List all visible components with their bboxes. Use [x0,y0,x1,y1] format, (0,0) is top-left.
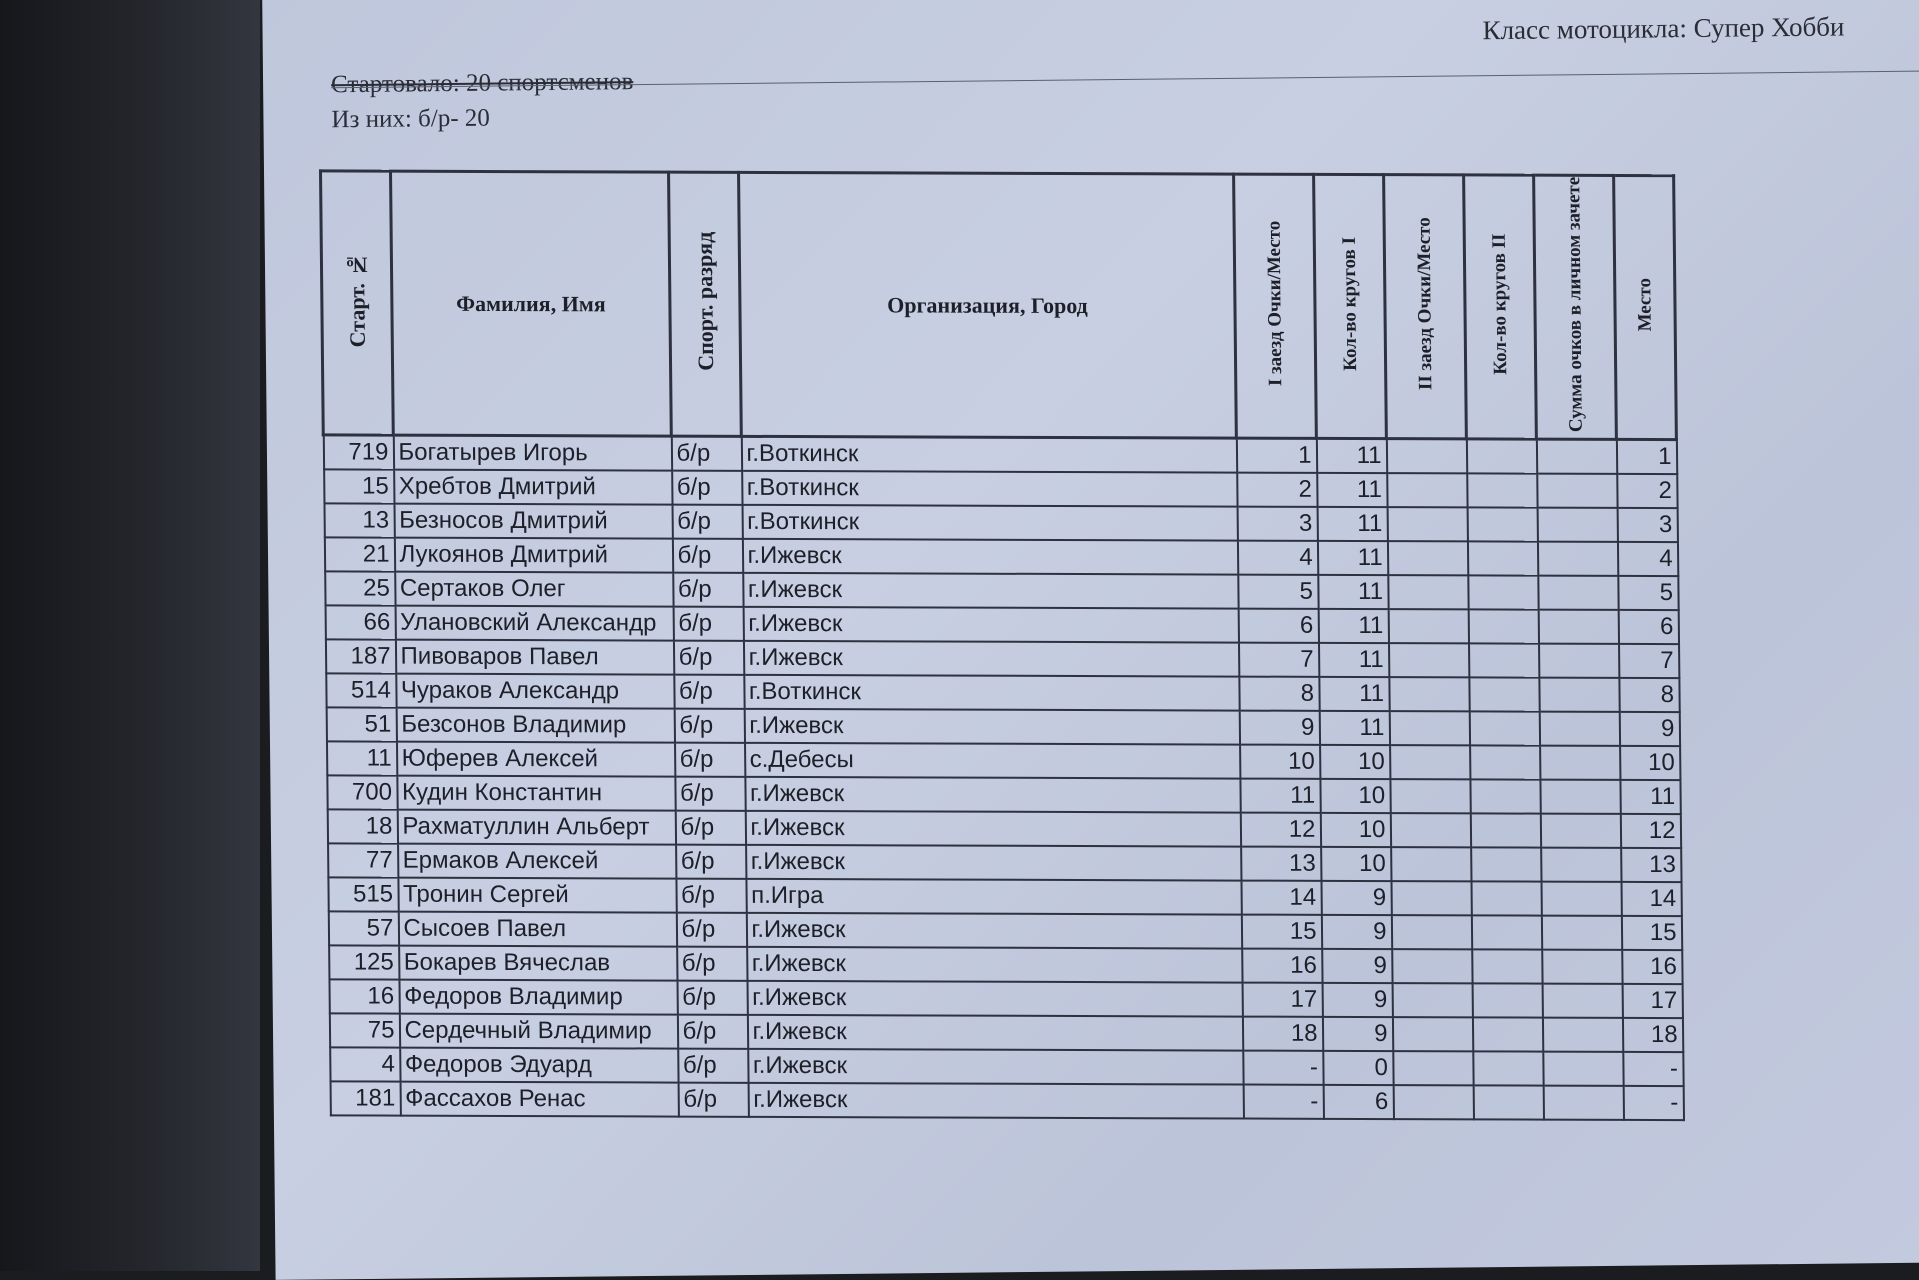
organization-cell: г.Ижевск [745,777,1240,813]
start-number-cell: 181 [330,1082,400,1116]
start-number-cell: 719 [323,435,393,470]
rank-count: Из них: б/р- 20 [331,104,490,134]
laps2-cell [1468,576,1538,610]
start-number-cell: 25 [325,572,395,606]
col-organization: Организация, Город [739,172,1237,438]
table-row [326,674,1679,713]
start-number-cell: 21 [324,538,394,572]
run1-cell: 9 [1239,711,1319,745]
total-cell [1537,542,1617,576]
start-number-cell: 51 [326,708,396,742]
start-number-cell: 187 [325,640,395,674]
table-row [330,1082,1683,1121]
col-laps1: Кол-во кругов I [1314,174,1387,439]
laps2-cell [1471,916,1541,950]
laps1-cell: 10 [1320,779,1390,813]
run2-cell [1392,1017,1472,1051]
start-number-cell: 66 [325,606,395,640]
laps2-cell [1469,644,1539,678]
start-number-cell: 11 [326,742,396,776]
total-cell [1540,814,1620,848]
run1-cell: 2 [1237,473,1317,507]
rank-cell: б/р [677,981,747,1015]
run2-cell [1390,779,1470,813]
rank-cell: б/р [674,675,744,709]
organization-cell: г.Ижевск [745,811,1240,847]
place-cell: 1 [1616,440,1676,475]
run1-cell: 10 [1240,745,1320,779]
run2-cell [1392,983,1472,1017]
place-cell: 8 [1619,678,1679,712]
place-cell: 4 [1617,542,1677,576]
col-rank: Спорт. разряд [669,172,742,437]
total-cell [1539,678,1619,712]
place-cell: - [1623,1086,1683,1120]
organization-cell: г.Ижевск [748,1049,1243,1085]
laps1-cell: 6 [1323,1085,1393,1119]
started-count: Стартовало: 20 спортсменов [330,68,634,99]
place-cell: 13 [1621,848,1681,882]
col-laps2: Кол-во кругов II [1464,175,1537,440]
name-cell: Ермаков Алексей [398,844,676,879]
place-cell: 17 [1622,984,1682,1018]
laps1-cell: 9 [1322,1017,1392,1051]
start-number-cell: 515 [328,878,398,912]
rank-cell: б/р [672,539,742,573]
rank-cell: б/р [673,573,743,607]
name-cell: Сертаков Олег [395,572,673,607]
table-row [329,980,1682,1019]
laps2-cell [1467,508,1537,542]
laps1-cell: 11 [1317,541,1387,575]
total-cell [1542,1018,1622,1052]
laps1-cell: 10 [1321,847,1391,881]
run1-cell: 1 [1236,438,1316,473]
run1-cell: 7 [1238,643,1318,677]
table-row [324,538,1677,577]
laps2-cell [1472,984,1542,1018]
table-row [325,640,1678,679]
run1-cell: - [1243,1085,1323,1119]
rank-cell: б/р [675,811,745,845]
name-cell: Тронин Сергей [398,878,676,913]
name-cell: Кудин Константин [397,776,675,811]
rank-cell: б/р [677,1015,747,1049]
col-total-points: Сумма очков в личном зачете [1534,175,1617,440]
place-cell: 2 [1617,474,1677,508]
start-number-cell: 514 [326,674,396,708]
organization-cell: г.Ижевск [747,1015,1242,1051]
table-row [328,844,1681,883]
run2-cell [1391,915,1471,949]
run2-cell [1390,813,1470,847]
organization-cell: г.Ижевск [747,947,1242,983]
start-number-cell: 125 [329,946,399,980]
laps1-cell: 10 [1320,813,1390,847]
col-run2-points: II заезд Очки/Место [1384,175,1467,440]
table-row [325,572,1678,611]
rank-cell: б/р [672,505,742,539]
col-name: Фамилия, Имя [391,171,672,436]
laps2-cell [1472,1018,1542,1052]
table-row [329,946,1682,985]
name-cell: Безносов Дмитрий [394,504,672,539]
name-cell: Фассахов Ренас [400,1082,678,1117]
laps1-cell: 11 [1316,439,1386,474]
organization-cell: г.Ижевск [747,981,1242,1017]
laps2-cell [1469,712,1539,746]
total-cell [1539,712,1619,746]
laps2-cell [1470,780,1540,814]
total-cell [1543,1086,1623,1120]
table-row [326,708,1679,747]
background-edge [0,0,260,1271]
laps2-cell [1467,542,1537,576]
name-cell: Пивоваров Павел [395,640,673,675]
name-cell: Хребтов Дмитрий [394,470,672,505]
laps2-cell [1473,1052,1543,1086]
laps1-cell: 9 [1322,949,1392,983]
organization-cell: п.Игра [746,879,1241,915]
place-cell: 9 [1619,712,1679,746]
col-run1-points: I заезд Очки/Место [1234,174,1317,439]
start-number-cell: 700 [327,776,397,810]
run2-cell [1393,1085,1473,1119]
table-row [325,606,1678,645]
run2-cell [1389,677,1469,711]
run1-cell: 18 [1242,1017,1322,1051]
run2-cell [1387,507,1467,541]
place-cell: 15 [1621,916,1681,950]
total-cell [1541,882,1621,916]
run1-cell: 17 [1242,983,1322,1017]
run2-cell [1392,949,1472,983]
start-number-cell: 16 [329,980,399,1014]
organization-cell: г.Воткинск [742,471,1237,507]
organization-cell: г.Воткинск [742,505,1237,541]
results-sheet [262,0,1919,1280]
laps2-cell [1472,950,1542,984]
table-row [329,1014,1682,1053]
run1-cell: 8 [1239,677,1319,711]
place-cell: 14 [1621,882,1681,916]
rank-cell: б/р [677,947,747,981]
place-cell: 3 [1617,508,1677,542]
run2-cell [1390,745,1470,779]
start-number-cell: 4 [330,1048,400,1082]
motorcycle-class: Класс мотоцикла: Супер Хобби [1482,11,1845,46]
rank-cell: б/р [673,641,743,675]
rank-cell: б/р [675,743,745,777]
name-cell: Чураков Александр [396,674,674,709]
total-cell [1541,916,1621,950]
name-cell: Сердечный Владимир [399,1014,677,1049]
run2-cell [1391,881,1471,915]
total-cell [1540,780,1620,814]
header-row [321,171,1677,440]
place-cell: 6 [1618,610,1678,644]
start-number-cell: 18 [327,810,397,844]
run2-cell [1387,541,1467,575]
run2-cell [1388,609,1468,643]
run1-cell: 4 [1237,541,1317,575]
laps2-cell [1469,678,1539,712]
results-table [319,169,1685,1121]
run2-cell [1386,439,1466,474]
table-row [324,470,1677,509]
name-cell: Улановский Александр [395,606,673,641]
run2-cell [1388,575,1468,609]
rank-cell: б/р [673,607,743,641]
laps1-cell: 11 [1319,677,1389,711]
name-cell: Федоров Владимир [399,980,677,1015]
rank-cell: б/р [674,709,744,743]
run2-cell [1387,473,1467,507]
total-cell [1538,576,1618,610]
run1-cell: 6 [1238,609,1318,643]
run2-cell [1389,711,1469,745]
name-cell: Рахматуллин Альберт [397,810,675,845]
total-cell [1537,508,1617,542]
organization-cell: г.Ижевск [743,573,1238,609]
col-start-number: Старт. № [321,171,394,436]
start-number-cell: 57 [328,912,398,946]
laps2-cell [1470,814,1540,848]
laps2-cell [1467,474,1537,508]
laps2-cell [1471,882,1541,916]
table-row [327,776,1680,815]
organization-cell: г.Ижевск [743,607,1238,643]
laps1-cell: 9 [1321,915,1391,949]
run2-cell [1389,643,1469,677]
laps1-cell: 11 [1319,643,1389,677]
col-place: Место [1614,175,1677,440]
rank-cell: б/р [678,1083,748,1117]
run1-cell: 15 [1241,915,1321,949]
start-number-cell: 75 [329,1014,399,1048]
organization-cell: г.Ижевск [746,845,1241,881]
organization-cell: г.Ижевск [744,709,1239,745]
table-row [327,810,1680,849]
total-cell [1538,610,1618,644]
run1-cell: 13 [1241,847,1321,881]
laps1-cell: 11 [1318,575,1388,609]
organization-cell: г.Ижевск [742,539,1237,575]
organization-cell: г.Воткинск [744,675,1239,711]
run1-cell: 14 [1241,881,1321,915]
run2-cell [1393,1051,1473,1085]
place-cell: 18 [1622,1018,1682,1052]
laps2-cell [1471,848,1541,882]
laps1-cell: 9 [1322,983,1392,1017]
rank-cell: б/р [676,879,746,913]
total-cell [1537,474,1617,508]
laps1-cell: 0 [1323,1051,1393,1085]
name-cell: Юферев Алексей [396,742,674,777]
total-cell [1541,848,1621,882]
rank-cell: б/р [671,436,741,471]
total-cell [1539,644,1619,678]
place-cell: 11 [1620,780,1680,814]
place-cell: 7 [1619,644,1679,678]
rank-cell: б/р [678,1049,748,1083]
start-number-cell: 13 [324,504,394,538]
name-cell: Бокарев Вячеслав [399,946,677,981]
table-row [326,742,1679,781]
name-cell: Безсонов Владимир [396,708,674,743]
name-cell: Лукоянов Дмитрий [394,538,672,573]
place-cell: 5 [1618,576,1678,610]
table-row [323,435,1676,474]
run2-cell [1391,847,1471,881]
total-cell [1543,1052,1623,1086]
organization-cell: г.Ижевск [743,641,1238,677]
table-row [328,912,1681,951]
laps1-cell: 9 [1321,881,1391,915]
laps2-cell [1468,610,1538,644]
run1-cell: 11 [1240,779,1320,813]
organization-cell: г.Ижевск [746,913,1241,949]
rank-cell: б/р [676,845,746,879]
run1-cell: 16 [1242,949,1322,983]
place-cell: 10 [1620,746,1680,780]
total-cell [1542,984,1622,1018]
rank-cell: б/р [672,471,742,505]
table-row [330,1048,1683,1087]
start-number-cell: 15 [324,470,394,504]
organization-cell: г.Воткинск [741,437,1236,473]
rank-cell: б/р [675,777,745,811]
results-body [323,435,1683,1120]
organization-cell: с.Дебесы [745,743,1240,779]
place-cell: 12 [1620,814,1680,848]
name-cell: Федоров Эдуард [400,1048,678,1083]
laps1-cell: 10 [1320,745,1390,779]
start-number-cell: 77 [328,844,398,878]
name-cell: Сысоев Павел [398,912,676,947]
total-cell [1536,439,1616,474]
laps1-cell: 11 [1318,609,1388,643]
table-row [324,504,1677,543]
rank-cell: б/р [676,913,746,947]
total-cell [1540,746,1620,780]
run1-cell: 5 [1238,575,1318,609]
table-row [328,878,1681,917]
run1-cell: - [1243,1051,1323,1085]
laps1-cell: 11 [1317,473,1387,507]
run1-cell: 12 [1240,813,1320,847]
organization-cell: г.Ижевск [748,1083,1243,1119]
laps1-cell: 11 [1317,507,1387,541]
place-cell: - [1623,1052,1683,1086]
total-cell [1542,950,1622,984]
laps2-cell [1470,746,1540,780]
laps1-cell: 11 [1319,711,1389,745]
place-cell: 16 [1622,950,1682,984]
laps2-cell [1473,1086,1543,1120]
name-cell: Богатырев Игорь [393,436,671,471]
run1-cell: 3 [1237,507,1317,541]
laps2-cell [1466,439,1536,474]
